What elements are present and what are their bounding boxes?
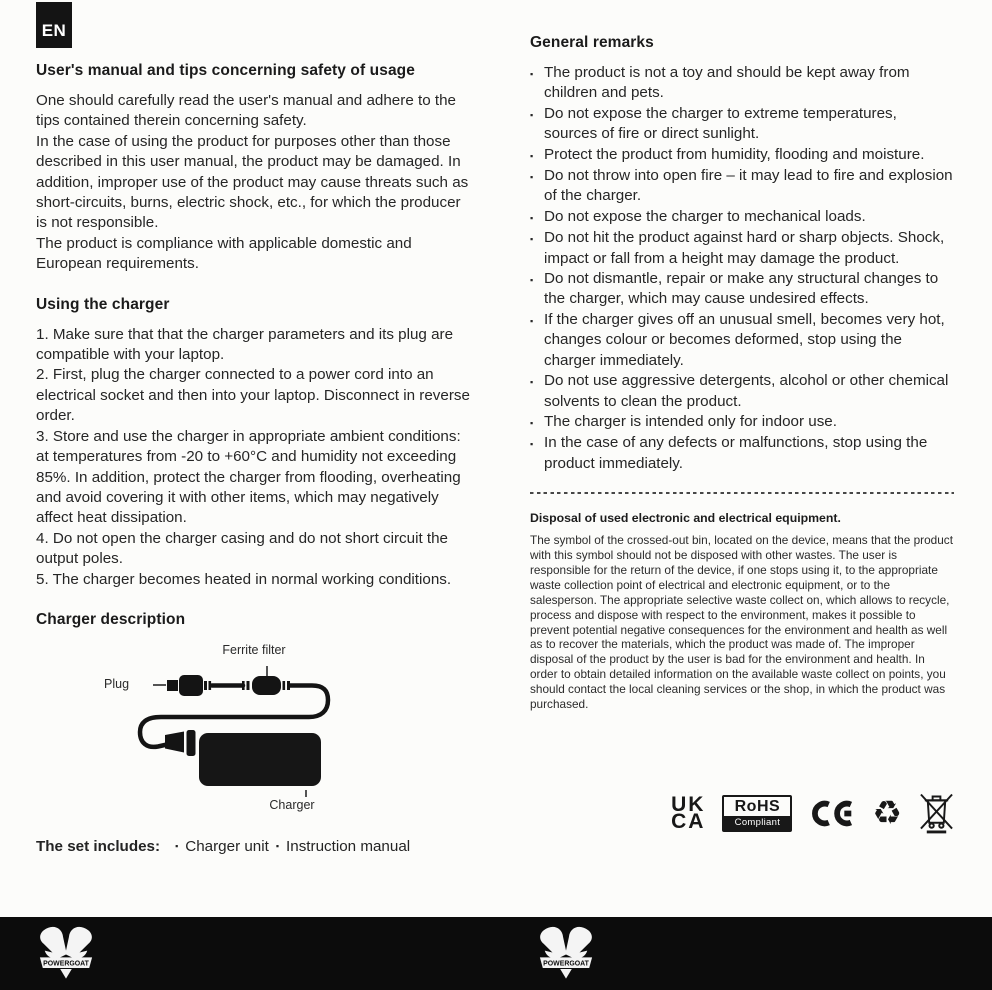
bullet-icon: ▪ bbox=[530, 417, 534, 428]
rohs-mark-icon bbox=[722, 795, 792, 832]
bullet-icon: ▪ bbox=[530, 150, 534, 161]
remark-item: ▪ Do not dismantle, repair or make any structural changes to the charger, which may cause undesired effects. bbox=[530, 269, 954, 310]
bullet-icon: ▪ bbox=[530, 439, 534, 450]
using-step: 3. Store and use the charger in appropriate ambient conditions: at temperatures from -20 to +60°C and humidity not exceeding 85%. In addition, protect the charger from flooding, overheating and avoid covering it with other items, which may negatively affect heat dissipation. bbox=[36, 427, 461, 527]
disposal-body: The symbol of the crossed-out bin, located on the device, means that the product with this symbol should not be disposed with other wastes. The user is responsible for the return of the device, if one stops using it, to the appropriate waste collection point of electrical and electronic equipment, or to the salesperson. The appropriate selective waste collect on, which allows to recycle, process and dispose with respect to the environment, makes it possible to prevent potential negative consequences for the environment and health as well as to recover the materials, which the product was made of. The improper disposal of the product by the user is bad for the environment and health. In order to obtain detailed information on the available waste collect on points, you should contact the local cleaning services or the shop, in which the product was purchased. bbox=[530, 533, 953, 712]
bullet-icon: ▪ bbox=[530, 109, 534, 120]
disposal-heading: Disposal of used electronic and electrical equipment. bbox=[530, 511, 841, 526]
charger-description-heading: Charger description bbox=[36, 610, 186, 628]
safety-section bbox=[36, 62, 470, 275]
bullet-icon: ▪ bbox=[530, 212, 534, 223]
using-step: 2. First, plug the charger connected to a power cord into an electrical socket and then into your laptop. Disconnect in reverse order. bbox=[36, 366, 470, 425]
bullet-icon: ▪ bbox=[530, 69, 534, 79]
general-remarks-heading: General remarks bbox=[530, 34, 654, 51]
bullet-icon: ▪ bbox=[530, 172, 534, 183]
disposal-section bbox=[530, 511, 954, 712]
weee-crossed-bin-icon bbox=[919, 792, 954, 834]
remark-item: ▪ Do not expose the charger to mechanical loads. bbox=[530, 207, 954, 228]
powergoat-logo-icon bbox=[537, 925, 595, 982]
using-step: 4. Do not open the charger casing and do not short circuit the output poles. bbox=[36, 529, 449, 568]
charger-description-section bbox=[36, 611, 470, 855]
set-includes-line bbox=[36, 838, 470, 855]
remark-item: ▪ In the case of any defects or malfunctions, stop using the product immediately. bbox=[530, 433, 954, 474]
general-remarks-list bbox=[530, 63, 954, 474]
using-heading: Using the charger bbox=[36, 295, 170, 313]
ukca-line2: CA bbox=[671, 810, 706, 833]
right-column bbox=[530, 0, 954, 855]
set-includes-item: Charger unit bbox=[185, 837, 269, 855]
language-badge-label: EN bbox=[41, 21, 67, 40]
dashed-divider bbox=[530, 492, 954, 494]
charger-diagram-drawing bbox=[94, 640, 424, 822]
remark-item: ▪ Do not throw into open fire – it may lead to fire and explosion of the charger. bbox=[530, 166, 954, 207]
remark-item: ▪ The product is not a toy and should be kept away from children and pets. bbox=[530, 63, 954, 104]
using-step: 1. Make sure that that the charger parameters and its plug are compatible with your laptop. bbox=[36, 325, 454, 364]
bullet-icon: ▪ bbox=[530, 377, 534, 388]
footer-bar bbox=[0, 917, 992, 990]
safety-paragraph: One should carefully read the user's manual and adhere to the tips contained therein concerning safety. bbox=[36, 92, 456, 130]
using-section bbox=[36, 296, 470, 590]
remark-item: ▪ Do not expose the charger to extreme temperatures, sources of fire or direct sunlight. bbox=[530, 104, 954, 145]
remark-item: ▪ If the charger gives off an unusual smell, becomes very hot, changes colour or becomes deformed, stop using the charger immediately. bbox=[530, 310, 954, 371]
charger-diagram bbox=[94, 640, 424, 822]
remark-item: ▪ Do not hit the product against hard or sharp objects. Shock, impact or fall from a height may damage the product. bbox=[530, 228, 954, 269]
ukca-line1: UK bbox=[671, 792, 706, 816]
bullet-icon: ▪ bbox=[530, 315, 534, 326]
bullet-icon: ▪ bbox=[175, 840, 179, 851]
ukca-mark-icon bbox=[671, 792, 706, 833]
bullet-icon: ▪ bbox=[275, 840, 280, 851]
set-includes-label: The set includes: bbox=[36, 837, 161, 855]
ferrite-filter-icon bbox=[252, 676, 281, 695]
remark-item: ▪ Do not use aggressive detergents, alcohol or other chemical solvents to clean the product. bbox=[530, 371, 954, 412]
set-includes-item: Instruction manual bbox=[286, 837, 411, 855]
safety-paragraph: In the case of using the product for purposes other than those described in this user manual, the product may be damaged. In addition, improper use of the product may cause threats such as short-circuits, burns, electric shock, etc., for which the producer is not responsible. bbox=[36, 132, 469, 232]
rohs-subtitle: Compliant bbox=[724, 816, 790, 830]
rohs-title: RoHS bbox=[734, 797, 781, 815]
bullet-icon: ▪ bbox=[530, 234, 534, 245]
powergoat-logo-icon bbox=[37, 925, 95, 982]
remark-item: ▪ The charger is intended only for indoor use. bbox=[530, 412, 954, 433]
left-column bbox=[36, 0, 470, 855]
charger-brick-icon bbox=[199, 733, 321, 786]
safety-heading: User's manual and tips concerning safety of usage bbox=[36, 62, 415, 79]
powergoat-wordmark: POWERGOAT bbox=[43, 960, 89, 968]
safety-paragraph: The product is compliance with applicable domestic and European requirements. bbox=[36, 234, 412, 273]
ferrite-filter-label: Ferrite filter bbox=[222, 642, 286, 657]
using-step: 5. The charger becomes heated in normal working conditions. bbox=[36, 570, 452, 588]
ce-mark-icon bbox=[809, 798, 855, 829]
powergoat-wordmark: POWERGOAT bbox=[543, 960, 589, 968]
remark-item: ▪ Protect the product from humidity, flooding and moisture. bbox=[530, 145, 954, 166]
content-columns bbox=[36, 0, 954, 855]
plug-label: Plug bbox=[104, 676, 130, 691]
charger-label: Charger bbox=[269, 797, 315, 812]
compliance-logos-row bbox=[530, 792, 954, 834]
recycling-symbol-icon: ♻ bbox=[872, 794, 902, 831]
plug-icon bbox=[167, 680, 178, 691]
bullet-icon: ▪ bbox=[530, 275, 534, 286]
